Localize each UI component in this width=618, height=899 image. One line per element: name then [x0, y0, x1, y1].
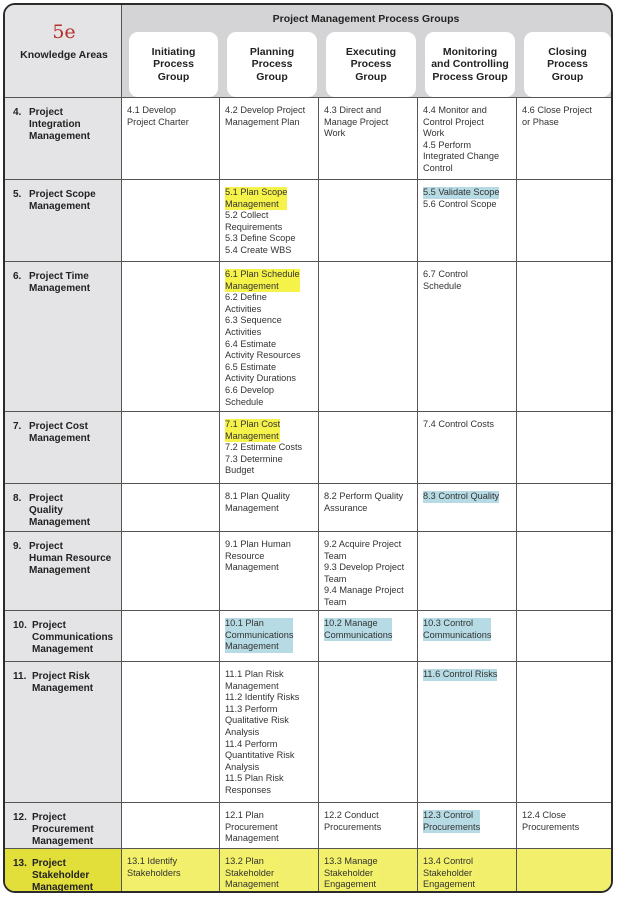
process-item: 6.1 Plan Schedule Management — [225, 269, 300, 291]
process-cell — [423, 810, 512, 833]
process-cell — [225, 618, 314, 653]
process-item: 5.3 Define Scope — [225, 233, 296, 244]
process-cell — [127, 856, 215, 879]
process-item: 6.5 Estimate Activity Durations — [225, 361, 296, 384]
process-item: 11.1 Plan Risk Management — [225, 669, 284, 691]
row-divider — [5, 802, 613, 803]
row-divider — [5, 261, 613, 262]
knowledge-area-name — [13, 620, 113, 656]
row-divider — [5, 848, 613, 849]
process-item: 9.2 Acquire Project Team — [324, 539, 402, 561]
row-divider — [5, 531, 613, 532]
knowledge-area-number: 13. — [13, 858, 27, 869]
knowledge-area-cell — [5, 261, 121, 411]
process-group-header: Executing Process Group — [326, 32, 416, 97]
knowledge-area-cell — [5, 411, 121, 483]
process-cell — [423, 856, 512, 891]
process-item: 5.6 Control Scope — [423, 198, 497, 209]
process-cell — [423, 419, 512, 431]
process-item: 4.2 Develop Project Management Plan — [225, 105, 306, 127]
column-divider — [318, 97, 319, 893]
process-item: 5.1 Plan Scope Management — [225, 187, 288, 209]
knowledge-areas-heading: Knowledge Areas — [20, 49, 108, 61]
knowledge-area-name — [13, 421, 90, 445]
process-item: 9.3 Develop Project Team — [324, 562, 405, 584]
process-item: 10.3 Control Communications — [423, 618, 492, 640]
process-item: 5.5 Validate Scope — [423, 187, 500, 197]
process-item: 4.5 Perform Integrated Change Control — [423, 139, 500, 173]
process-item: 5.4 Create WBS — [225, 244, 292, 255]
knowledge-area-name — [13, 493, 90, 529]
knowledge-area-number: 8. — [13, 493, 22, 504]
process-item: 12.4 Close Procurements — [522, 810, 580, 832]
process-cell — [324, 105, 413, 140]
process-item: 6.3 Sequence Activities — [225, 315, 282, 337]
column-divider — [516, 97, 517, 893]
knowledge-area-title: Project Quality Management — [29, 493, 91, 528]
process-cell — [423, 618, 512, 641]
process-item: 11.4 Perform Quantitative Risk Analysis — [225, 738, 295, 772]
process-item: 6.6 Develop Schedule — [225, 384, 275, 407]
process-item: 6.2 Define Activities — [225, 292, 267, 314]
knowledge-area-title: Project Scope Management — [29, 189, 96, 212]
process-item: 9.4 Manage Project Team — [324, 585, 404, 607]
process-item: 4.3 Direct and Manage Project Work — [324, 105, 389, 139]
knowledge-area-cell — [5, 97, 121, 179]
process-item: 7.2 Estimate Costs — [225, 442, 303, 453]
knowledge-area-cell — [5, 179, 121, 261]
process-item: 11.5 Plan Risk Responses — [225, 773, 284, 795]
process-item: 4.6 Close Project or Phase — [522, 105, 592, 127]
process-item: 4.1 Develop Project Charter — [127, 105, 189, 127]
column-divider — [121, 5, 122, 893]
process-cell — [324, 539, 413, 609]
process-cell — [423, 105, 512, 175]
row-divider — [5, 661, 613, 662]
process-cell — [225, 187, 314, 257]
knowledge-area-number: 9. — [13, 541, 22, 552]
knowledge-area-name — [13, 671, 93, 695]
knowledge-area-title: Project Stakeholder Management — [32, 858, 94, 893]
knowledge-area-title: Project Time Management — [29, 271, 91, 294]
process-cell — [225, 491, 314, 514]
process-item: 10.1 Plan Communications Management — [225, 618, 294, 652]
process-group-header: Planning Process Group — [227, 32, 317, 97]
knowledge-area-number: 10. — [13, 620, 27, 631]
knowledge-area-name — [13, 107, 90, 143]
process-cell — [324, 810, 413, 833]
process-cell — [324, 491, 413, 514]
process-item: 13.3 Manage Stakeholder Engagement — [324, 856, 378, 890]
process-cell — [225, 810, 314, 845]
row-divider — [5, 411, 613, 412]
knowledge-area-name — [13, 271, 90, 295]
knowledge-area-cell — [5, 802, 121, 848]
knowledge-area-title: Project Communications Management — [32, 620, 114, 655]
knowledge-area-cell — [5, 610, 121, 661]
row-divider — [5, 610, 613, 611]
process-cell — [225, 105, 314, 128]
process-item: 11.2 Identify Risks — [225, 692, 300, 703]
knowledge-area-number: 5. — [13, 189, 22, 200]
knowledge-area-title: Project Integration Management — [29, 107, 91, 142]
process-groups-heading: Project Management Process Groups — [272, 13, 460, 25]
process-item: 12.1 Plan Procurement Management — [225, 810, 279, 844]
knowledge-area-cell — [5, 531, 121, 610]
knowledge-area-number: 4. — [13, 107, 22, 118]
process-cell — [423, 269, 512, 292]
knowledge-area-name — [13, 541, 111, 577]
process-item: 11.6 Control Risks — [423, 669, 498, 679]
knowledge-area-cell — [5, 483, 121, 531]
process-cell — [522, 810, 611, 833]
process-item: 13.1 Identify Stakeholders — [127, 856, 181, 878]
knowledge-area-name — [13, 189, 96, 213]
column-divider — [219, 97, 220, 893]
knowledge-area-number: 7. — [13, 421, 22, 432]
knowledge-area-name — [13, 858, 93, 893]
process-group-header: Monitoring and Controlling Process Group — [425, 32, 515, 97]
process-cell — [225, 269, 314, 408]
process-cell — [127, 105, 215, 128]
edition-label: 5e — [52, 21, 76, 43]
process-cell — [225, 539, 314, 574]
process-item: 4.4 Monitor and Control Project Work — [423, 105, 487, 139]
process-cell — [522, 105, 611, 128]
knowledge-area-title: Project Procurement Management — [32, 812, 94, 847]
process-cell — [423, 669, 512, 681]
process-cell — [423, 187, 512, 210]
knowledge-area-number: 11. — [13, 671, 27, 682]
knowledge-area-title: Project Risk Management — [32, 671, 94, 694]
process-item: 11.3 Perform Qualitative Risk Analysis — [225, 703, 289, 737]
process-item: 12.2 Conduct Procurements — [324, 810, 382, 832]
process-item: 8.3 Control Quality — [423, 491, 500, 501]
knowledge-area-number: 12. — [13, 812, 27, 823]
process-item: 9.1 Plan Human Resource Management — [225, 539, 291, 573]
process-item: 13.4 Control Stakeholder Engagement — [423, 856, 476, 890]
process-cell — [324, 618, 413, 641]
process-groups-table — [3, 3, 613, 893]
process-group-header: Closing Process Group — [524, 32, 611, 97]
process-item: 8.1 Plan Quality Management — [225, 491, 290, 513]
process-item: 13.2 Plan Stakeholder Management — [225, 856, 279, 890]
column-divider — [417, 97, 418, 893]
row-divider — [5, 483, 613, 484]
row-divider — [5, 97, 613, 98]
knowledge-area-title: Project Human Resource Management — [29, 541, 112, 576]
process-item: 7.3 Determine Budget — [225, 453, 283, 476]
process-cell — [225, 856, 314, 891]
process-group-header: Initiating Process Group — [129, 32, 218, 97]
knowledge-area-title: Project Cost Management — [29, 421, 91, 444]
knowledge-area-name — [13, 812, 94, 848]
process-cell — [423, 491, 512, 503]
process-cell — [225, 669, 314, 797]
process-item: 6.7 Control Schedule — [423, 269, 468, 291]
process-item: 12.3 Control Procurements — [423, 810, 481, 832]
knowledge-area-cell — [5, 661, 121, 802]
process-item: 7.1 Plan Cost Management — [225, 419, 281, 441]
knowledge-area-cell — [5, 848, 121, 893]
process-cell — [225, 419, 314, 477]
process-item: 5.2 Collect Requirements — [225, 210, 283, 232]
process-item: 6.4 Estimate Activity Resources — [225, 338, 301, 361]
row-divider — [5, 179, 613, 180]
process-item: 7.4 Control Costs — [423, 419, 494, 429]
knowledge-area-number: 6. — [13, 271, 22, 282]
process-cell — [324, 856, 413, 891]
process-item: 10.2 Manage Communications — [324, 618, 393, 640]
process-item: 8.2 Perform Quality Assurance — [324, 491, 404, 513]
